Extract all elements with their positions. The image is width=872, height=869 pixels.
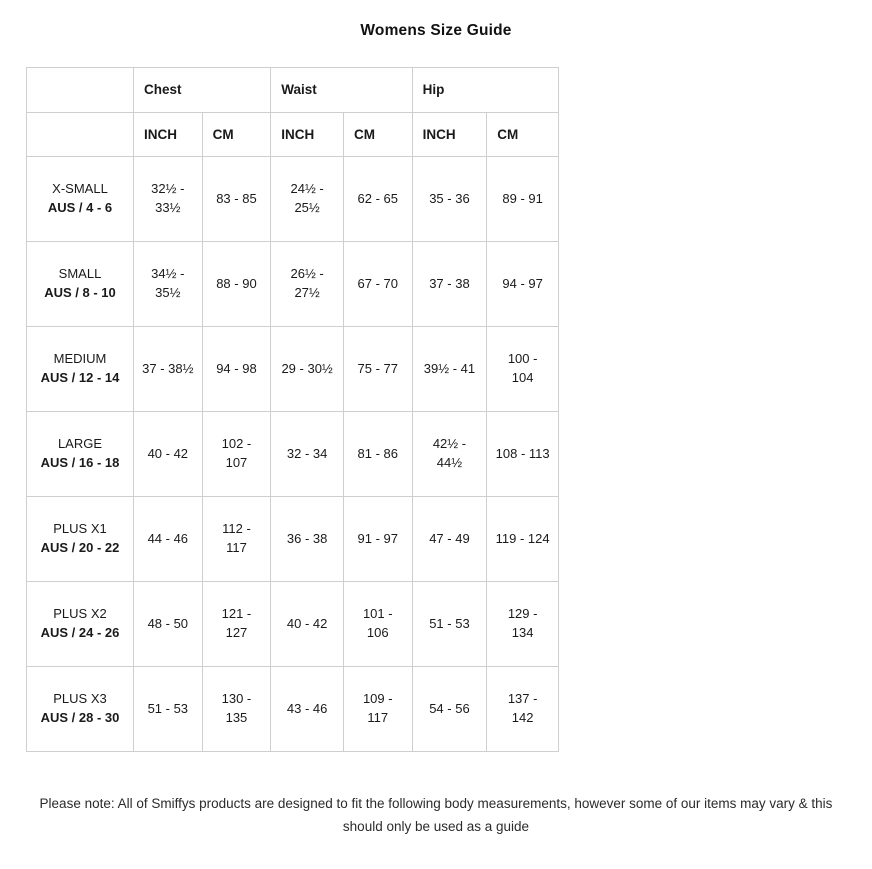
page-title: Womens Size Guide	[360, 22, 512, 39]
cell-hip-inch: 54 - 56	[412, 667, 487, 752]
unit-header-waist-cm: CM	[343, 113, 412, 157]
row-size-aus: AUS / 4 - 6	[47, 200, 113, 215]
cell-chest-cm: 88 - 90	[202, 242, 271, 327]
row-size-label	[27, 582, 134, 667]
table-row	[27, 582, 559, 667]
row-size-aus: AUS / 12 - 14	[40, 370, 120, 385]
cell-waist-inch: 29 - 30½	[271, 327, 344, 412]
table-row	[27, 327, 559, 412]
cell-waist-inch: 40 - 42	[271, 582, 344, 667]
unit-header-chest-cm: CM	[202, 113, 271, 157]
table-corner-cell	[27, 68, 134, 113]
table-group-header-row	[27, 68, 559, 113]
cell-hip-inch: 39½ - 41	[412, 327, 487, 412]
cell-hip-cm: 119 - 124	[487, 497, 559, 582]
cell-waist-inch: 32 - 34	[271, 412, 344, 497]
table-row	[27, 157, 559, 242]
cell-waist-cm: 81 - 86	[343, 412, 412, 497]
table-row	[27, 497, 559, 582]
cell-chest-cm: 83 - 85	[202, 157, 271, 242]
cell-chest-inch: 48 - 50	[133, 582, 202, 667]
row-size-name: PLUS X3	[53, 691, 107, 707]
row-size-label	[27, 327, 134, 412]
size-table-container	[26, 67, 846, 752]
cell-waist-cm: 91 - 97	[343, 497, 412, 582]
row-size-label	[27, 412, 134, 497]
cell-waist-inch: 43 - 46	[271, 667, 344, 752]
cell-waist-cm: 62 - 65	[343, 157, 412, 242]
unit-header-chest-inch: INCH	[133, 113, 202, 157]
cell-chest-cm: 112 - 117	[202, 497, 271, 582]
unit-header-hip-inch: INCH	[412, 113, 487, 157]
cell-chest-inch: 32½ - 33½	[133, 157, 202, 242]
row-size-name: MEDIUM	[53, 351, 107, 367]
row-size-aus: AUS / 8 - 10	[44, 285, 116, 300]
row-size-label	[27, 157, 134, 242]
cell-waist-cm: 67 - 70	[343, 242, 412, 327]
row-size-name: LARGE	[57, 436, 103, 452]
cell-chest-cm: 94 - 98	[202, 327, 271, 412]
cell-hip-inch: 42½ - 44½	[412, 412, 487, 497]
cell-hip-cm: 137 - 142	[487, 667, 559, 752]
unit-header-hip-cm: CM	[487, 113, 559, 157]
row-size-name: X-SMALL	[52, 181, 108, 197]
group-header-hip: Hip	[412, 68, 558, 113]
row-size-label	[27, 242, 134, 327]
cell-chest-inch: 37 - 38½	[133, 327, 202, 412]
table-row	[27, 667, 559, 752]
cell-waist-cm: 101 - 106	[343, 582, 412, 667]
cell-hip-cm: 89 - 91	[487, 157, 559, 242]
cell-waist-cm: 75 - 77	[343, 327, 412, 412]
row-size-name: SMALL	[58, 266, 102, 282]
table-row	[27, 412, 559, 497]
cell-hip-inch: 35 - 36	[412, 157, 487, 242]
cell-chest-cm: 130 - 135	[202, 667, 271, 752]
cell-hip-inch: 47 - 49	[412, 497, 487, 582]
table-unit-header-row	[27, 113, 559, 157]
cell-chest-inch: 34½ - 35½	[133, 242, 202, 327]
cell-chest-inch: 40 - 42	[133, 412, 202, 497]
group-header-chest: Chest	[133, 68, 270, 113]
cell-waist-inch: 26½ - 27½	[271, 242, 344, 327]
size-table	[26, 67, 559, 752]
cell-hip-cm: 100 - 104	[487, 327, 559, 412]
row-size-name: PLUS X1	[53, 521, 107, 537]
row-size-aus: AUS / 28 - 30	[40, 710, 120, 725]
cell-waist-cm: 109 - 117	[343, 667, 412, 752]
cell-hip-inch: 51 - 53	[412, 582, 487, 667]
cell-chest-cm: 121 - 127	[202, 582, 271, 667]
group-header-waist: Waist	[271, 68, 412, 113]
row-size-aus: AUS / 24 - 26	[40, 625, 120, 640]
row-size-label	[27, 667, 134, 752]
row-size-aus: AUS / 20 - 22	[40, 540, 120, 555]
cell-chest-cm: 102 - 107	[202, 412, 271, 497]
cell-waist-inch: 24½ - 25½	[271, 157, 344, 242]
unit-header-waist-inch: INCH	[271, 113, 344, 157]
unit-corner-cell	[27, 113, 134, 157]
table-row	[27, 242, 559, 327]
cell-hip-cm: 94 - 97	[487, 242, 559, 327]
row-size-label	[27, 497, 134, 582]
cell-chest-inch: 44 - 46	[133, 497, 202, 582]
cell-hip-cm: 129 - 134	[487, 582, 559, 667]
row-size-name: PLUS X2	[53, 606, 107, 622]
cell-waist-inch: 36 - 38	[271, 497, 344, 582]
cell-hip-cm: 108 - 113	[487, 412, 559, 497]
row-size-aus: AUS / 16 - 18	[40, 455, 120, 470]
cell-hip-inch: 37 - 38	[412, 242, 487, 327]
footer-note: Please note: All of Smiffys products are designed to fit the following body measurements, however some of our items may vary & this should only be used as a guide	[39, 795, 833, 835]
cell-chest-inch: 51 - 53	[133, 667, 202, 752]
